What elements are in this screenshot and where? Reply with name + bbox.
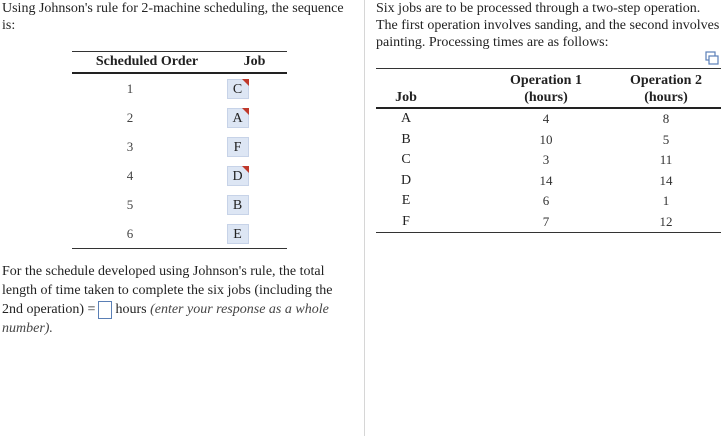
order-cell: 5	[126, 196, 134, 212]
header-scheduled-order: Scheduled Order	[95, 54, 199, 69]
op1-cell: 14	[539, 172, 553, 188]
op1-cell: 7	[542, 213, 550, 229]
table-row	[376, 191, 721, 212]
op1-cell: 3	[542, 152, 550, 168]
table-row	[72, 190, 287, 219]
processing-table-header	[376, 69, 721, 107]
dropdown-marker-icon	[242, 79, 249, 86]
job-value: D	[232, 168, 243, 184]
order-cell: 3	[126, 138, 134, 154]
order-cell: 6	[126, 225, 134, 241]
copy-icon[interactable]	[705, 51, 719, 65]
response-hint: (enter your response as a whole number).	[2, 302, 329, 336]
op2-cell: 1	[662, 193, 670, 209]
order-cell: 4	[126, 167, 134, 183]
job-value: E	[233, 226, 242, 242]
answer-input[interactable]	[98, 301, 112, 319]
header-operation-2-unit: (hours)	[644, 90, 688, 105]
job-cell: F	[402, 213, 410, 229]
job-cell: C	[401, 152, 411, 168]
header-operation-1	[496, 69, 596, 107]
total-time-question	[2, 262, 352, 338]
job-cell: A	[400, 111, 412, 127]
table-row	[376, 109, 721, 130]
header-job: Job	[395, 90, 417, 105]
op2-cell: 5	[662, 131, 670, 147]
table-row	[72, 219, 287, 248]
schedule-table-header	[72, 52, 287, 72]
job-dropdown-6[interactable]	[227, 224, 249, 244]
job-value: B	[232, 197, 243, 213]
header-operation-1-title: Operation 1	[510, 73, 582, 88]
dropdown-marker-icon	[242, 166, 249, 173]
problem-statement-line: Six jobs are to be processed through a two-step operation.	[376, 1, 701, 16]
job-cell: E	[401, 193, 411, 209]
panel-divider	[364, 0, 365, 436]
problem-statement	[376, 0, 721, 51]
job-dropdown-2[interactable]	[227, 108, 249, 128]
table-row	[376, 150, 721, 171]
processing-times-table	[376, 68, 721, 233]
table-row	[72, 74, 287, 103]
table-row	[72, 161, 287, 190]
dropdown-marker-icon	[242, 108, 249, 115]
order-cell: 1	[126, 80, 134, 96]
table-row	[376, 171, 721, 192]
job-cell: D	[400, 172, 412, 188]
op2-cell: 8	[662, 111, 670, 127]
header-operation-1-unit: (hours)	[524, 90, 568, 105]
schedule-table-bottom-rule	[72, 248, 287, 249]
right-panel	[376, 0, 721, 436]
op1-cell: 6	[542, 193, 550, 209]
question-text: For the schedule developed using Johnson's rule, the total length of time taken to complete the six jobs (including the 2nd operation) =	[2, 264, 333, 317]
sequence-intro: Using Johnson's rule for 2-machine scheduling, the sequence is:	[2, 1, 344, 33]
problem-statement-line: painting. Processing times are as follows:	[376, 35, 609, 50]
job-dropdown-3[interactable]	[227, 137, 249, 157]
job-dropdown-1[interactable]	[227, 79, 249, 99]
header-operation-2-title: Operation 2	[630, 73, 702, 88]
header-operation-2	[616, 69, 716, 107]
table-row	[72, 103, 287, 132]
job-value: A	[232, 110, 243, 126]
table-row	[376, 130, 721, 151]
processing-table-bottom-rule	[376, 232, 721, 233]
job-value: C	[232, 81, 243, 97]
header-job: Job	[243, 54, 266, 69]
op1-cell: 10	[539, 131, 553, 147]
op1-cell: 4	[542, 111, 550, 127]
table-row	[376, 212, 721, 233]
job-dropdown-5[interactable]	[227, 195, 249, 215]
op2-cell: 14	[659, 172, 673, 188]
job-cell: B	[401, 131, 411, 147]
order-cell: 2	[126, 109, 134, 125]
op2-cell: 11	[659, 152, 673, 168]
job-dropdown-4[interactable]	[227, 166, 249, 186]
problem-statement-line: The first operation involves sanding, and the second involves	[376, 18, 720, 33]
table-row	[72, 132, 287, 161]
schedule-table	[72, 51, 287, 249]
hours-unit: hours	[115, 302, 147, 317]
job-value: F	[233, 139, 242, 155]
op2-cell: 12	[659, 213, 673, 229]
